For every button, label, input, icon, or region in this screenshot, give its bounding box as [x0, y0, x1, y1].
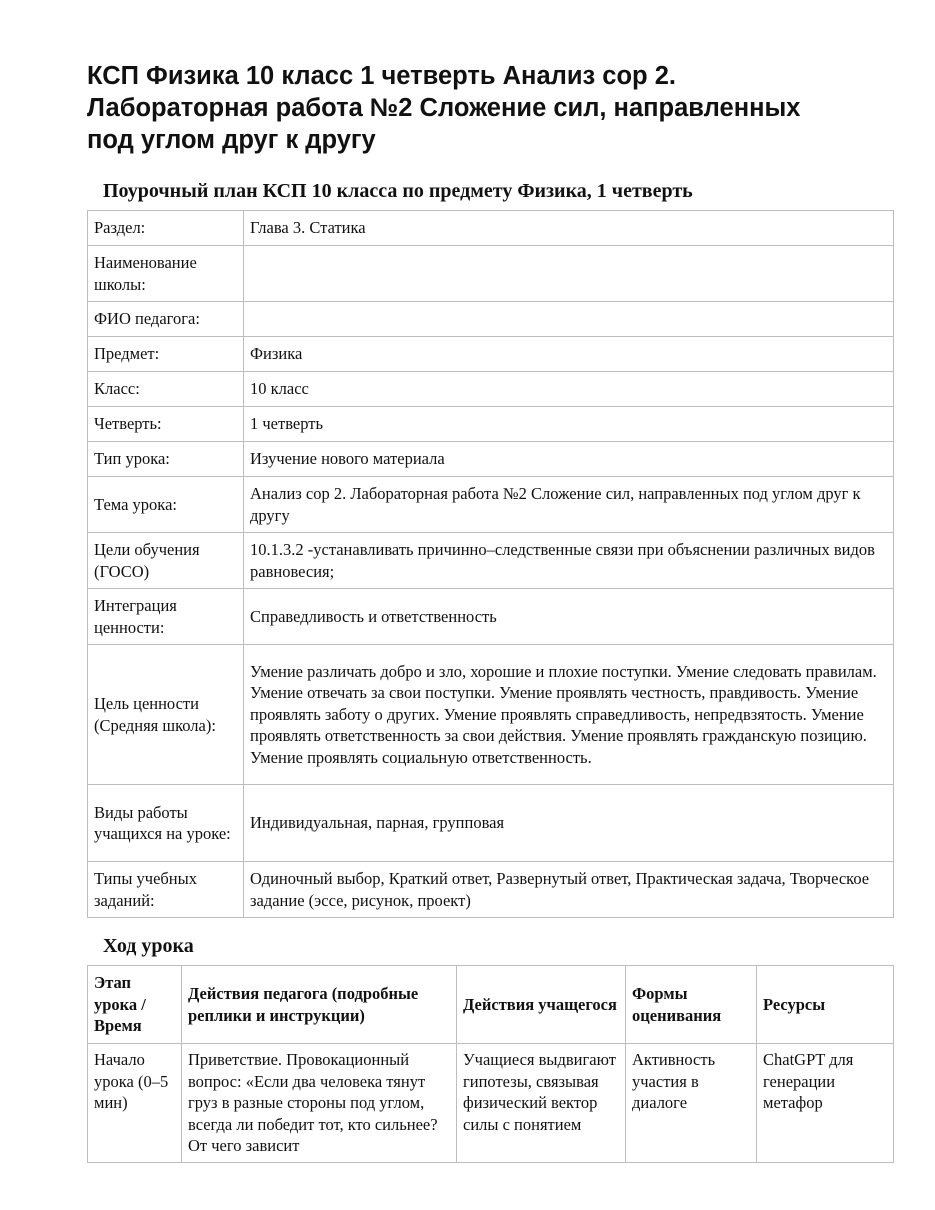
- plan-heading: Поурочный план КСП 10 класса по предмету Физика, 1 четверть: [103, 180, 693, 202]
- info-value: 10 класс: [244, 372, 894, 407]
- info-value: [244, 302, 894, 337]
- info-row: [88, 589, 894, 645]
- info-key: Тема урока:: [88, 477, 244, 533]
- info-key: Цель ценности (Средняя школа):: [88, 645, 244, 785]
- info-value: 10.1.3.2 -устанавливать причинно–следственные связи при объяснении различных видов равновесия;: [244, 533, 894, 589]
- info-value: Физика: [244, 337, 894, 372]
- info-row: [88, 477, 894, 533]
- student-actions: Учащиеся выдвигают гипотезы, связывая физический вектор силы с понятием: [463, 1050, 616, 1134]
- info-key: Предмет:: [88, 337, 244, 372]
- info-key: Тип урока:: [88, 442, 244, 477]
- info-key: Наименование школы:: [88, 246, 244, 302]
- lesson-flow-table: [87, 965, 894, 1163]
- info-row: [88, 785, 894, 862]
- column-header: Действия учащегося: [457, 966, 626, 1044]
- column-header: Действия педагога (подробные реплики и инструкции): [182, 966, 457, 1044]
- resources: ChatGPT для генерации метафор: [763, 1050, 854, 1112]
- lesson-header-row: [88, 966, 894, 1044]
- title-line: под углом друг к другу: [87, 126, 376, 154]
- info-key: Класс:: [88, 372, 244, 407]
- info-row: [88, 211, 894, 246]
- info-row: [88, 246, 894, 302]
- teacher-actions: Приветствие. Провокационный вопрос: «Если два человека тянут груз в разные стороны под углом, всегда ли победит тот, кто сильнее? От чего зависит: [188, 1050, 438, 1155]
- stage-time: Начало урока (0–5 мин): [94, 1050, 169, 1112]
- lesson-cell: [457, 1044, 626, 1163]
- lesson-cell: [757, 1044, 894, 1163]
- info-row: [88, 372, 894, 407]
- info-value: Глава 3. Статика: [244, 211, 894, 246]
- title-line: Лабораторная работа №2 Сложение сил, направленных: [87, 94, 801, 122]
- column-header: Этап урока / Время: [88, 966, 182, 1044]
- info-key: Четверть:: [88, 407, 244, 442]
- lesson-cell: [88, 1044, 182, 1163]
- lesson-info-table: [87, 210, 894, 918]
- document-title: [87, 60, 877, 156]
- info-value: 1 четверть: [244, 407, 894, 442]
- info-key: Интеграция ценности:: [88, 589, 244, 645]
- info-value: Изучение нового материала: [244, 442, 894, 477]
- info-value: Умение различать добро и зло, хорошие и плохие поступки. Умение следовать правилам. Умение отвечать за свои поступки. Умение проявлять честность, правдивость. Умение проявлять заботу о других. Умение проявлять справедливость, непредвзятость. Умение проявлять ответственность за свои действия. Умение проявлять гражданскую позицию. Умение проявлять социальную ответственность.: [244, 645, 894, 785]
- info-value: Справедливость и ответственность: [244, 589, 894, 645]
- info-key: Цели обучения (ГОСО): [88, 533, 244, 589]
- assessment-forms: Активность участия в диалоге: [632, 1050, 716, 1112]
- lesson-row: [88, 1044, 894, 1163]
- info-row: [88, 645, 894, 785]
- info-row: [88, 337, 894, 372]
- title-line: КСП Физика 10 класс 1 четверть Анализ сор 2.: [87, 62, 676, 90]
- info-key: Типы учебных заданий:: [88, 862, 244, 918]
- info-value: [244, 246, 894, 302]
- info-row: [88, 862, 894, 918]
- info-row: [88, 407, 894, 442]
- info-row: [88, 533, 894, 589]
- info-key: ФИО педагога:: [88, 302, 244, 337]
- lesson-cell: [182, 1044, 457, 1163]
- info-row: [88, 302, 894, 337]
- column-header: Формы оценивания: [626, 966, 757, 1044]
- lesson-cell: [626, 1044, 757, 1163]
- info-row: [88, 442, 894, 477]
- info-key: Раздел:: [88, 211, 244, 246]
- lesson-heading: Ход урока: [103, 935, 194, 957]
- info-value: Индивидуальная, парная, групповая: [244, 785, 894, 862]
- info-value: Одиночный выбор, Краткий ответ, Развернутый ответ, Практическая задача, Творческое задание (эссе, рисунок, проект): [244, 862, 894, 918]
- info-key: Виды работы учащихся на уроке:: [88, 785, 244, 862]
- column-header: Ресурсы: [757, 966, 894, 1044]
- info-value: Анализ сор 2. Лабораторная работа №2 Сложение сил, направленных под углом друг к другу: [244, 477, 894, 533]
